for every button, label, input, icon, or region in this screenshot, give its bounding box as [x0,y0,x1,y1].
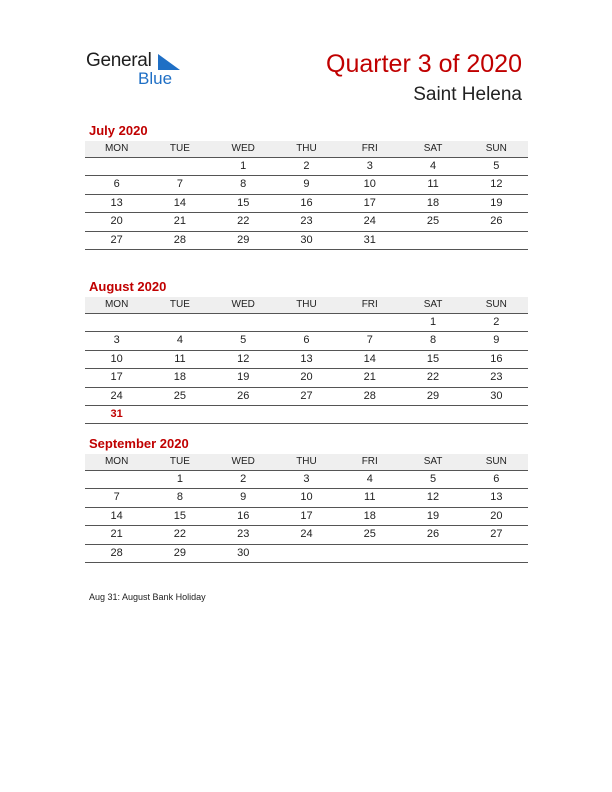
day-cell: 27 [110,233,123,246]
calendar-grid [85,297,528,424]
weekday-header: FRI [361,143,378,154]
day-cell [401,232,464,249]
week-row [85,332,528,350]
day-cell: 4 [176,334,183,347]
day-cell: 1 [240,160,247,172]
day-cell: 17 [363,196,376,209]
page-title: Quarter 3 of 2020 [326,50,522,78]
logo-text-general: General [86,50,152,71]
day-cell: 26 [490,215,503,228]
day-cell: 9 [493,334,500,347]
week-row [85,471,528,489]
day-cell: 19 [237,371,250,384]
day-cell: 13 [300,352,313,365]
day-cell: 2 [240,473,247,485]
generalblue-logo [86,50,196,92]
weekday-header: MON [104,143,129,154]
week-row [85,351,528,369]
day-cell: 4 [429,160,437,172]
day-cell [401,406,464,423]
day-cell: 8 [176,491,183,504]
day-cell: 20 [490,509,503,522]
week-row [85,406,528,423]
week-row [85,489,528,507]
weekday-header: THU [296,299,317,310]
day-cell: 25 [363,528,376,541]
day-cell: 16 [300,196,313,209]
day-cell: 13 [110,196,123,209]
day-cell: 31 [363,233,376,246]
weekday-header: SUN [485,143,507,154]
day-cell: 30 [237,546,250,559]
day-cell [85,158,148,175]
day-cell: 27 [490,528,503,541]
weekday-header: SAT [423,143,443,154]
day-cell: 24 [110,389,123,402]
day-cell [465,232,528,249]
day-cell: 20 [300,371,313,384]
week-row [85,388,528,406]
month-title: August 2020 [89,279,167,294]
logo-triangle-icon [158,54,180,70]
day-cell [465,406,528,423]
day-cell: 14 [363,352,376,365]
week-row [85,158,528,176]
day-cell: 2 [303,160,310,172]
weekday-header: TUE [169,456,190,467]
day-cell: 8 [240,178,247,191]
week-row [85,369,528,387]
day-cell: 6 [493,473,500,485]
day-cell: 20 [110,215,123,228]
month-block-august [85,279,528,424]
day-cell: 12 [426,491,440,504]
day-cell: 26 [426,528,440,541]
day-cell: 11 [174,352,186,365]
page-subtitle: Saint Helena [413,84,522,105]
weekday-header: TUE [169,143,190,154]
day-cell: 25 [426,215,440,228]
weekday-header: TUE [169,299,190,310]
week-row [85,195,528,213]
day-cell: 3 [113,334,120,347]
holiday-note: Aug 31: August Bank Holiday [89,592,206,602]
calendar-grid [85,141,528,250]
day-cell: 17 [300,509,313,522]
month-title: July 2020 [89,123,148,138]
day-cell: 12 [237,352,250,365]
day-cell: 11 [427,178,439,191]
day-cell: 21 [173,215,187,228]
day-cell: 16 [237,509,250,522]
day-cell [148,158,211,175]
day-cell: 1 [176,473,183,485]
day-cell: 5 [429,473,437,485]
day-cell: 24 [363,215,376,228]
day-cell [401,545,464,562]
day-cell: 23 [300,215,313,228]
day-cell: 15 [237,196,250,209]
day-cell: 18 [426,196,440,209]
day-cell [465,545,528,562]
week-row [85,314,528,332]
month-block-september [85,436,528,563]
day-cell: 5 [240,334,247,347]
day-cell: 6 [113,178,120,191]
day-cell: 28 [363,389,376,402]
day-cell: 3 [303,473,310,485]
day-cell [212,314,275,331]
day-cell [85,314,148,331]
weekday-header-row [85,297,528,314]
day-cell: 16 [490,352,503,365]
day-cell: 23 [237,528,250,541]
day-cell: 9 [240,491,247,504]
holiday-day-cell: 31 [110,407,123,420]
day-cell: 29 [173,546,187,559]
day-cell: 19 [490,196,503,209]
day-cell [275,314,338,331]
weekday-header: FRI [361,456,378,467]
day-cell [338,545,401,562]
weekday-header: WED [231,143,255,154]
day-cell: 29 [237,233,250,246]
day-cell: 10 [363,178,376,191]
day-cell: 8 [429,334,437,347]
day-cell: 18 [173,371,187,384]
weekday-header: MON [104,456,129,467]
day-cell: 22 [173,528,187,541]
week-row [85,176,528,194]
day-cell: 22 [426,371,440,384]
week-row [85,526,528,544]
weekday-header: SAT [423,299,443,310]
day-cell [148,314,211,331]
day-cell [85,471,148,488]
month-title: September 2020 [89,436,189,451]
day-cell: 17 [110,371,123,384]
day-cell: 25 [173,389,187,402]
day-cell: 30 [490,389,503,402]
day-cell: 18 [363,509,376,522]
day-cell: 22 [237,215,250,228]
day-cell [338,314,401,331]
day-cell: 6 [303,334,310,347]
day-cell: 21 [110,528,123,541]
day-cell: 5 [493,160,500,172]
day-cell: 28 [173,233,187,246]
day-cell: 11 [364,491,376,504]
day-cell: 3 [366,160,373,172]
day-cell: 15 [173,509,187,522]
weekday-header: WED [231,456,255,467]
weekday-header: THU [296,456,317,467]
week-row [85,508,528,526]
weekday-header: SUN [485,299,507,310]
day-cell: 7 [176,178,183,191]
weekday-header: MON [104,299,129,310]
week-row [85,213,528,231]
calendar-grid [85,454,528,563]
week-row [85,545,528,562]
day-cell: 29 [426,389,440,402]
day-cell: 1 [429,316,437,328]
day-cell: 21 [363,371,376,384]
day-cell: 12 [490,178,503,191]
day-cell: 7 [366,334,373,347]
day-cell: 27 [300,389,313,402]
day-cell: 23 [490,371,503,384]
day-cell: 19 [426,509,440,522]
day-cell [212,406,275,423]
day-cell [275,545,338,562]
day-cell: 30 [300,233,313,246]
day-cell: 10 [300,491,313,504]
day-cell: 7 [113,491,120,504]
day-cell: 13 [490,491,503,504]
weekday-header: SAT [423,456,443,467]
weekday-header-row [85,454,528,471]
day-cell [338,406,401,423]
weekday-header: THU [296,143,317,154]
day-cell: 14 [110,509,123,522]
day-cell: 14 [173,196,187,209]
day-cell: 4 [366,473,373,485]
day-cell [148,406,211,423]
weekday-header: FRI [361,299,378,310]
week-row [85,232,528,249]
day-cell: 2 [493,316,500,328]
day-cell: 28 [110,546,123,559]
logo-text-blue: Blue [138,69,173,88]
day-cell: 9 [303,178,310,191]
day-cell [275,406,338,423]
day-cell: 26 [237,389,250,402]
day-cell: 10 [110,352,123,365]
month-block-july [85,123,528,250]
weekday-header: SUN [485,456,507,467]
weekday-header: WED [231,299,255,310]
day-cell: 24 [300,528,313,541]
day-cell: 15 [426,352,440,365]
weekday-header-row [85,141,528,158]
